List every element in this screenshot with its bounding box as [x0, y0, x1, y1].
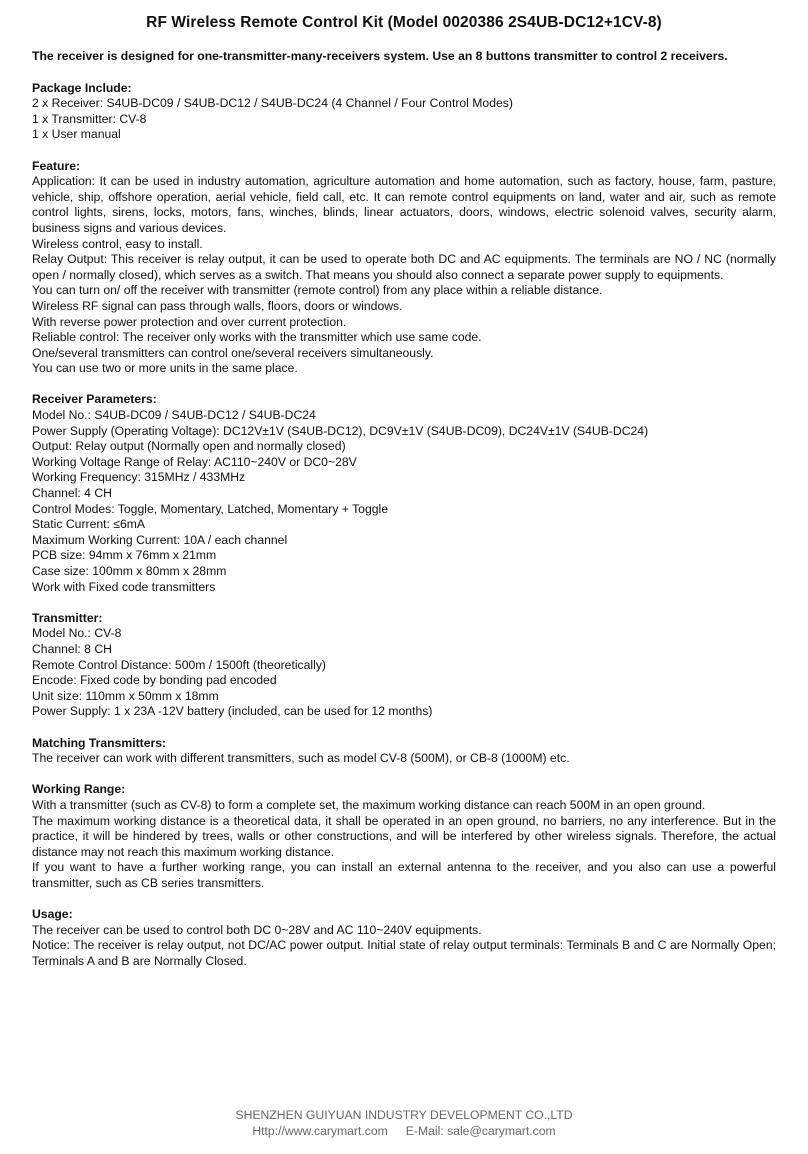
feature-line: Relay Output: This receiver is relay output, it can be used to operate both DC and AC equipments. The terminals are NO / NC (normally open / normally closed), which serves as a switch. That means you should also connect a separate power supply to equipments.: [32, 252, 776, 282]
page-title: RF Wireless Remote Control Kit (Model 0020386 2S4UB-DC12+1CV-8): [146, 14, 662, 31]
transmitter-param: Model No.: CV-8: [32, 626, 122, 641]
receiver-param: Working Frequency: 315MHz / 433MHz: [32, 470, 246, 485]
feature-line: You can turn on/ off the receiver with transmitter (remote control) from any place within a reliable distance.: [32, 283, 603, 298]
receiver-section: [32, 392, 776, 595]
transmitter-param: Unit size: 110mm x 50mm x 18mm: [32, 688, 219, 703]
receiver-param: Model No.: S4UB-DC09 / S4UB-DC12 / S4UB-DC24: [32, 408, 316, 423]
package-section: [32, 81, 776, 143]
package-heading: Package Include:: [32, 80, 132, 95]
receiver-param: Output: Relay output (Normally open and normally closed): [32, 439, 346, 454]
transmitter-param: Encode: Fixed code by bonding pad encoded: [32, 673, 277, 688]
package-line: 2 x Receiver: S4UB-DC09 / S4UB-DC12 / S4UB-DC24 (4 Channel / Four Control Modes): [32, 96, 513, 111]
footer-company: SHENZHEN GUIYUAN INDUSTRY DEVELOPMENT CO.,LTD: [235, 1108, 573, 1122]
receiver-param: Working Voltage Range of Relay: AC110~240V or DC0~28V: [32, 454, 357, 469]
usage-heading: Usage:: [32, 907, 73, 922]
receiver-param: Static Current: ≤6mA: [32, 517, 146, 532]
range-line: The maximum working distance is a theoretical data, it shall be operated in an open ground, no barriers, no any interference. But in the practice, it will be hindered by trees, walls or other constructions, and will be interfered by other wireless signals. Therefore, the actual distance may not reach this maximum working distance.: [32, 813, 776, 859]
feature-line: Wireless RF signal can pass through walls, floors, doors or windows.: [32, 298, 403, 313]
receiver-param: Power Supply (Operating Voltage): DC12V±1V (S4UB-DC12), DC9V±1V (S4UB-DC09), DC24V±1V (S4UB-DC24): [32, 423, 649, 438]
transmitter-param: Power Supply: 1 x 23A -12V battery (included, can be used for 12 months): [32, 704, 433, 719]
page-footer: [0, 1108, 808, 1139]
transmitter-section: [32, 611, 776, 720]
transmitter-param: Remote Control Distance: 500m / 1500ft (theoretically): [32, 657, 326, 672]
matching-line: The receiver can work with different transmitters, such as model CV-8 (500M), or CB-8 (1000M) etc.: [32, 751, 570, 766]
feature-line: Reliable control: The receiver only works with the transmitter which use same code.: [32, 330, 482, 345]
range-line: If you want to have a further working range, you can install an external antenna to the receiver, and you also can use a powerful transmitter, such as CB series transmitters.: [32, 860, 776, 890]
matching-section: [32, 736, 776, 767]
footer-email: E-Mail: sale@carymart.com: [405, 1123, 556, 1138]
transmitter-heading: Transmitter:: [32, 610, 103, 625]
receiver-param: PCB size: 94mm x 76mm x 21mm: [32, 548, 217, 563]
footer-contact: [0, 1124, 808, 1140]
matching-heading: Matching Transmitters:: [32, 735, 167, 750]
usage-line: The receiver can be used to control both DC 0~28V and AC 110~240V equipments.: [32, 922, 482, 937]
transmitter-param: Channel: 8 CH: [32, 641, 112, 656]
receiver-param: Work with Fixed code transmitters: [32, 579, 216, 594]
usage-section: [32, 907, 776, 969]
footer-website: Http://www.carymart.com: [252, 1123, 388, 1138]
range-line: With a transmitter (such as CV-8) to form a complete set, the maximum working distance can reach 500M in an open ground.: [32, 797, 706, 812]
intro-text: The receiver is designed for one-transmitter-many-receivers system. Use an 8 buttons transmitter to control 2 receivers.: [32, 49, 728, 63]
range-heading: Working Range:: [32, 782, 126, 797]
feature-heading: Feature:: [32, 158, 81, 173]
feature-line: One/several transmitters can control one/several receivers simultaneously.: [32, 345, 434, 360]
feature-line: With reverse power protection and over current protection.: [32, 314, 347, 329]
receiver-param: Case size: 100mm x 80mm x 28mm: [32, 564, 227, 578]
receiver-param: Control Modes: Toggle, Momentary, Latched, Momentary + Toggle: [32, 501, 388, 516]
receiver-param: Maximum Working Current: 10A / each channel: [32, 532, 288, 547]
range-section: [32, 782, 776, 891]
receiver-param: Channel: 4 CH: [32, 486, 112, 501]
package-line: 1 x User manual: [32, 127, 121, 142]
feature-line: Application: It can be used in industry automation, agriculture automation and home automation, such as factory, house, farm, pasture, vehicle, ship, offshore operation, aerial vehicle, field call, etc. It can remote control equipments on land, water and air, such as remote control lights, sirens, locks, motors, fans, winches, blinds, linear actuators, doors, windows, electric solenoid valves, security alarm, business signs and various devices.: [32, 174, 776, 235]
feature-line: You can use two or more units in the same place.: [32, 361, 298, 376]
receiver-heading: Receiver Parameters:: [32, 392, 157, 407]
usage-line: Notice: The receiver is relay output, not DC/AC power output. Initial state of relay output terminals: Terminals B and C are Normally Open; Terminals A and B are Normally Closed.: [32, 938, 776, 968]
feature-section: [32, 159, 776, 377]
document-page: [32, 14, 776, 985]
feature-line: Wireless control, easy to install.: [32, 236, 203, 251]
package-line: 1 x Transmitter: CV-8: [32, 111, 147, 126]
